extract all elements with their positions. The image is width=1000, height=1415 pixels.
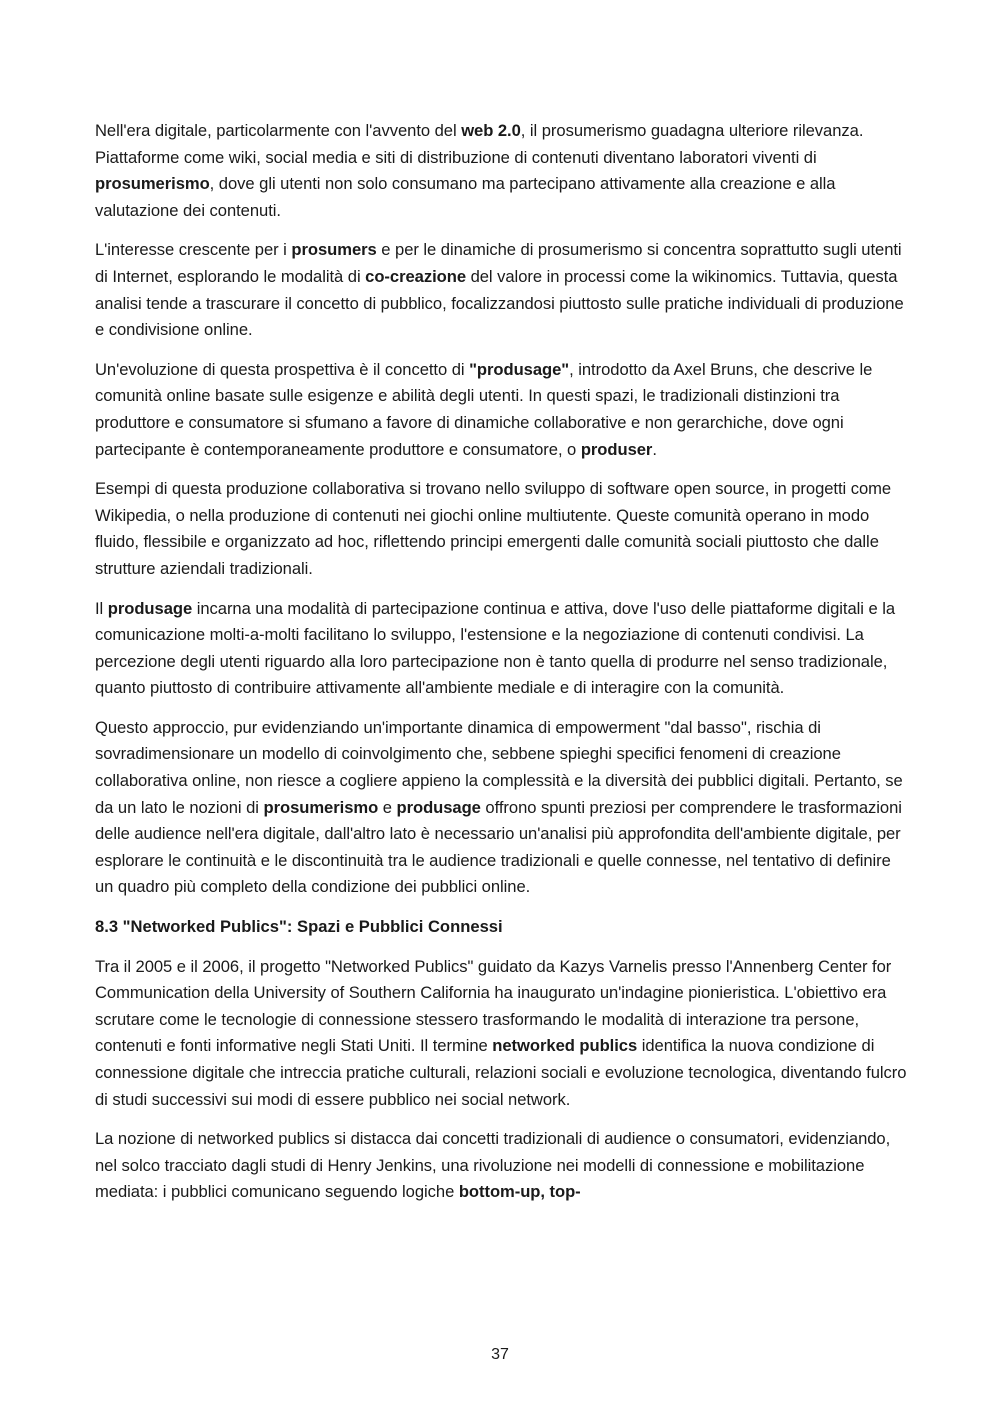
text-run: , introdotto da Axel Bruns, che descrive le comunità online basate sulle esigenze e abilità degli utenti. In questi spazi, le tradizionali distinzioni tra produttore e consumatore si sfumano a favore di dinamiche collaborative e non gerarchiche, dove ogni partecipante è contemporaneamente produttore e consumatore, o	[95, 359, 873, 459]
text-run: offrono spunti preziosi per comprendere le trasformazioni delle audience nell'era digitale, dall'altro lato è necessario un'analisi più approfondita dell'ambiente digitale, per esplorare le continuità e le discontinuità tra le audience tradizionali e quelle connesse, nel tentativo di definire un quadro più completo della condizione dei pubblici online.	[95, 797, 902, 897]
text-run: Nell'era digitale, particolarmente con l'avvento del	[95, 121, 462, 140]
text-run: del valore in processi come la wikinomics. Tuttavia, questa analisi tende a trascurare il concetto di pubblico, focalizzandosi piuttosto sulle pratiche individuali di produzione e condivisione online.	[95, 266, 904, 340]
bold-term: bottom-up, top-	[458, 1182, 581, 1202]
page-number: 37	[491, 1346, 509, 1363]
paragraph	[95, 118, 910, 224]
text-run: e	[378, 797, 397, 817]
paragraph	[95, 237, 910, 343]
text-run: , il prosumerismo guadagna ulteriore rilevanza. Piattaforme come wiki, social media e siti di distribuzione di contenuti diventano laboratori viventi di	[95, 121, 864, 167]
bold-term: prosumerismo	[263, 797, 379, 817]
bold-term: prosumers	[291, 240, 377, 260]
page-body	[95, 118, 910, 1219]
text-run: Il	[95, 598, 108, 618]
body-text-after	[95, 954, 910, 1206]
bold-term: co-creazione	[365, 266, 467, 286]
text-run: Tra il 2005 e il 2006, il progetto "Networked Publics" guidato da Kazys Varnelis presso l'Annenberg Center for Communication della University of Southern California ha inaugurato un'indagine pionieristica. L'obiettivo era scrutare come le tecnologie di connessione stessero trasformando le modalità di interazione tra persone, contenuti e fonti informative negli Stati Uniti. Il termine	[95, 956, 892, 1056]
bold-term: prosumerismo	[95, 174, 210, 194]
bold-term: produser	[580, 439, 653, 459]
text-run: Esempi di questa produzione collaborativa si trovano nello sviluppo di software open source, in progetti come Wikipedia, o nella produzione di contenuti nei giochi online multiutente. Queste comunità operano in modo fluido, flessibile e organizzato ad hoc, riflettendo principi emergenti dalle comunità sociali piuttosto che dalle strutture aziendali tradizionali.	[95, 479, 892, 578]
text-run: Un'evoluzione di questa prospettiva è il concetto di	[95, 359, 470, 379]
text-run: L'interesse crescente per i	[95, 240, 292, 260]
paragraph	[95, 715, 910, 901]
section-heading: 8.3 "Networked Publics": Spazi e Pubblici Connessi	[95, 917, 503, 937]
paragraph	[95, 476, 910, 582]
text-run: , dove gli utenti non solo consumano ma partecipano attivamente alla creazione e alla valutazione dei contenuti.	[95, 174, 836, 220]
paragraph	[95, 954, 910, 1114]
paragraph	[95, 596, 910, 702]
bold-term: web 2.0	[461, 121, 521, 140]
body-text-before	[95, 118, 910, 901]
text-run: La nozione di networked publics si distacca dai concetti tradizionali di audience o consumatori, evidenziando, nel solco tracciato dagli studi di Henry Jenkins, una rivoluzione nei modelli di connessione e mobilitazione mediata: i pubblici comunicano seguendo logiche	[95, 1129, 891, 1202]
text-run: e per le dinamiche di prosumerismo si concentra soprattutto sugli utenti di Internet, esplorando le modalità di	[95, 240, 902, 286]
text-run: .	[652, 439, 657, 459]
text-run: identifica la nuova condizione di connessione digitale che intreccia pratiche culturali, relazioni sociali e evoluzione tecnologica, diventando fulcro di studi successivi sui modi di essere pubblico nei social network.	[95, 1036, 907, 1109]
bold-term: produsage	[107, 598, 193, 618]
text-run: Questo approccio, pur evidenziando un'importante dinamica di empowerment "dal basso", rischia di sovradimensionare un modello di coinvolgimento che, sebbene spieghi specifici fenomeni di creazione collaborativa online, non riesce a cogliere appieno la complessità e la diversità dei pubblici digitali. Pertanto, se da un lato le nozioni di	[95, 717, 903, 817]
bold-term: produsage	[396, 797, 481, 817]
text-run: incarna una modalità di partecipazione continua e attiva, dove l'uso delle piattaforme digitali e la comunicazione molti-a-molti facilitano lo sviluppo, l'estensione e la negoziazione di contenuti condivisi. La percezione degli utenti riguardo alla loro partecipazione non è tanto quella di produrre nel senso tradizionale, quanto piuttosto di contribuire attivamente all'ambiente mediale e di interagire con la comunità.	[95, 598, 896, 698]
paragraph	[95, 357, 910, 463]
bold-term: "produsage"	[469, 359, 570, 379]
bold-term: networked publics	[492, 1036, 638, 1056]
paragraph	[95, 1126, 910, 1206]
